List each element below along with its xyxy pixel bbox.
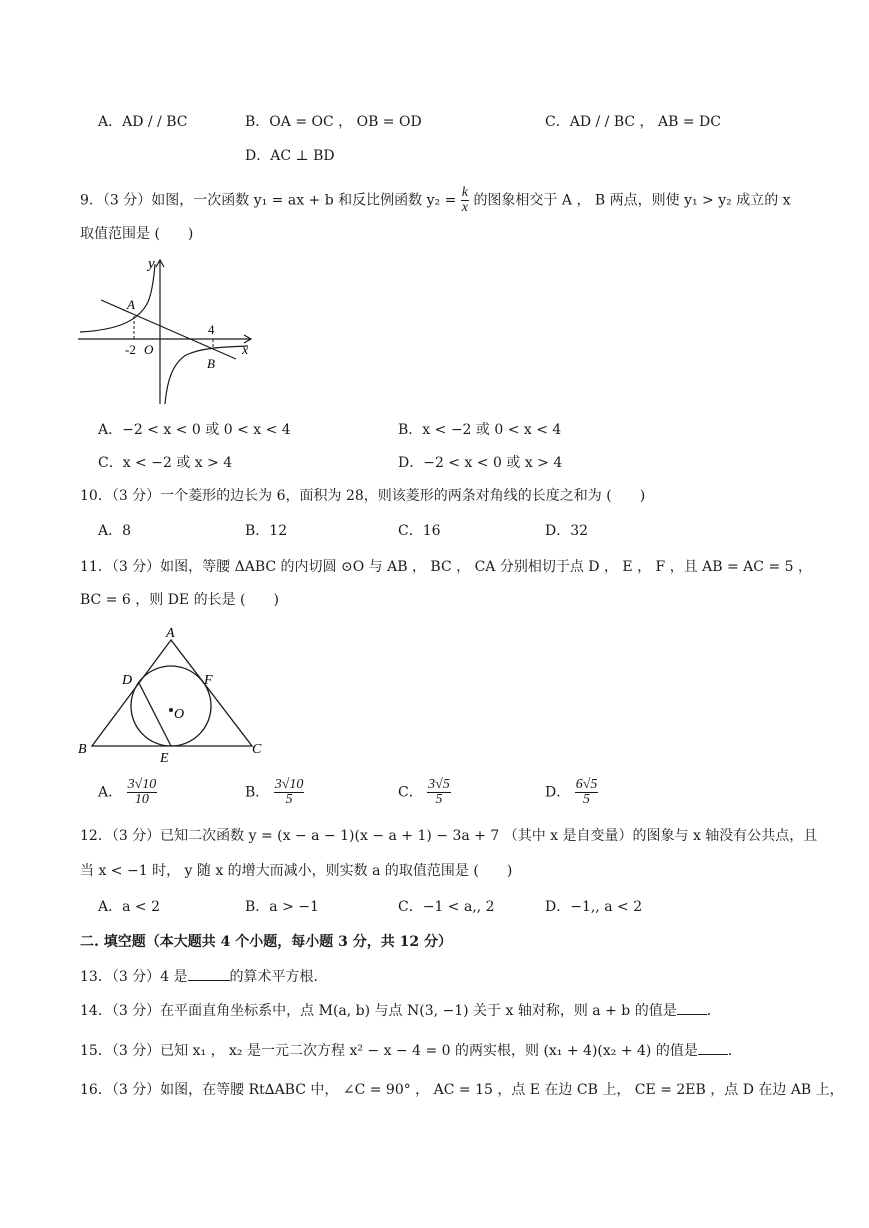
- q11-label-a: A: [166, 626, 175, 641]
- q13-stem-post: 的算术平方根．: [229, 969, 328, 985]
- q9-option-c: C．x < −2 或 x > 4: [98, 455, 233, 471]
- q9-point-b: B: [207, 356, 215, 371]
- q9-option-a: A．−2 < x < 0 或 0 < x < 4: [98, 422, 291, 438]
- q11-center-dot: [169, 708, 173, 712]
- q8-option-c: C．AD / / BC ， AB = DC: [545, 114, 721, 130]
- q11-stem-line1: 11．（3 分）如图，等腰 ΔABC 的内切圆 ⊙O 与 AB ， BC ， CA 分别相切于点 D ， E ， F ，且 AB = AC = 5 ，: [80, 559, 812, 575]
- q11-label-b: B: [78, 742, 87, 757]
- q11-option-b: [245, 778, 304, 807]
- q12-option-c: C．−1 < a,, 2: [398, 899, 495, 915]
- q15-stem: [80, 1040, 742, 1061]
- q11-option-b-frac: [274, 778, 305, 807]
- q11-label-o: O: [174, 707, 185, 722]
- q8-option-a: A．AD / / BC: [98, 114, 188, 130]
- q11-option-d: [545, 778, 598, 807]
- q11-option-d-frac: [575, 778, 599, 807]
- section-fill-in-heading: 二. 填空题（本大题共 4 个小题，每小题 3 分，共 12 分）: [80, 934, 452, 950]
- q11-option-a-label: A．: [98, 784, 123, 801]
- q11-option-d-num: 6√5: [575, 777, 598, 792]
- q10-option-a: A．8: [98, 523, 132, 539]
- q11-option-a: [98, 778, 157, 807]
- q9-x-label: x: [242, 343, 249, 358]
- q9-y-label: y: [148, 256, 155, 272]
- q9-stem-pre: 9．（3 分）如图，一次函数 y₁ = ax + b 和反比例函数 y₂ =: [80, 192, 457, 209]
- q10-option-d: D．32: [545, 523, 589, 539]
- q9-frac-den: x: [461, 200, 468, 215]
- q11-option-b-label: B．: [245, 784, 270, 801]
- q14-answer-blank[interactable]: [677, 1000, 707, 1015]
- q9-point-a: A: [127, 297, 135, 312]
- q10-option-c: C．16: [398, 523, 441, 539]
- q9-linear-function: [101, 300, 236, 359]
- q11-segment-de: [139, 683, 171, 746]
- q11-option-c: [398, 778, 451, 807]
- q11-label-e: E: [160, 751, 169, 762]
- q9-stem-line2: 取值范围是 ( ): [80, 226, 194, 242]
- q11-label-d: D: [122, 673, 133, 688]
- q9-origin: O: [144, 342, 154, 357]
- q10-stem: 10．（3 分）一个菱形的边长为 6，面积为 28，则该菱形的两条对角线的长度之和为 ( ): [80, 488, 646, 504]
- q12-stem-line1: 12．（3 分）已知二次函数 y = (x − a − 1)(x − a + 1) − 3a + 7 （其中 x 是自变量）的图象与 x 轴没有公共点，且: [80, 828, 818, 844]
- q11-option-a-den: 10: [134, 792, 149, 807]
- q12-option-d: D．−1,, a < 2: [545, 899, 643, 915]
- q15-stem-post: ．: [727, 1043, 742, 1059]
- q11-option-c-label: C．: [398, 784, 423, 801]
- q10-option-b: B．12: [245, 523, 288, 539]
- q8-option-b: B．OA = OC ， OB = OD: [245, 114, 422, 130]
- q11-triangle: [92, 640, 252, 746]
- q8-option-d: D．AC ⊥ BD: [245, 148, 335, 164]
- q11-label-f: F: [204, 673, 213, 688]
- q11-incircle: [131, 666, 211, 746]
- q11-option-c-num: 3√5: [428, 777, 450, 792]
- q14-stem: [80, 1000, 721, 1021]
- q11-option-a-num: 3√10: [127, 777, 157, 792]
- q11-label-c: C: [252, 742, 262, 757]
- q11-option-d-label: D．: [545, 784, 571, 801]
- q11-figure: [74, 622, 274, 762]
- q14-stem-post: ．: [706, 1003, 721, 1019]
- q11-option-a-frac: [127, 778, 158, 807]
- q9-option-d: D．−2 < x < 0 或 x > 4: [398, 455, 563, 471]
- q14-stem-pre: 14．（3 分）在平面直角坐标系中，点 M(a, b) 与点 N(3, −1) 关于 x 轴对称，则 a + b 的值是: [80, 1003, 677, 1019]
- q12-option-b: B．a > −1: [245, 899, 319, 915]
- q13-stem: [80, 966, 328, 987]
- q13-answer-blank[interactable]: [188, 966, 230, 981]
- q11-option-d-den: 5: [583, 792, 591, 807]
- q11-option-b-num: 3√10: [274, 777, 304, 792]
- q15-answer-blank[interactable]: [698, 1040, 728, 1055]
- q9-graph: [76, 252, 256, 408]
- q12-option-a: A．a < 2: [98, 899, 160, 915]
- q9-fraction: [461, 186, 469, 215]
- q9-hyperbola-right: [165, 346, 248, 404]
- q11-option-b-den: 5: [285, 792, 293, 807]
- q11-option-c-den: 5: [435, 792, 443, 807]
- q9-tick-neg2: -2: [125, 342, 136, 357]
- q9-stem-line1: [80, 186, 791, 215]
- q12-stem-line2: 当 x < −1 时， y 随 x 的增大而减小，则实数 a 的取值范围是 ( ): [80, 863, 513, 879]
- q16-stem: 16．（3 分）如图，在等腰 Rt∆ABC 中， ∠C = 90° ， AC = 15 ，点 E 在边 CB 上， CE = 2EB ，点 D 在边 AB 上，: [80, 1082, 844, 1098]
- q11-stem-line2: BC = 6 ，则 DE 的长是 ( ): [80, 592, 279, 608]
- q9-tick-4: 4: [208, 322, 215, 337]
- q13-stem-pre: 13．（3 分）4 是: [80, 969, 188, 985]
- q9-frac-num: k: [461, 185, 468, 200]
- q15-stem-pre: 15．（3 分）已知 x₁ ， x₂ 是一元二次方程 x² − x − 4 = 0 的两实根，则 (x₁ + 4)(x₂ + 4) 的值是: [80, 1043, 698, 1059]
- q9-hyperbola-left: [80, 264, 155, 332]
- q11-option-c-frac: [427, 778, 451, 807]
- q9-stem-post: 的图象相交于 A ， B 两点，则使 y₁ > y₂ 成立的 x: [473, 192, 791, 209]
- q9-option-b: B．x < −2 或 0 < x < 4: [398, 422, 562, 438]
